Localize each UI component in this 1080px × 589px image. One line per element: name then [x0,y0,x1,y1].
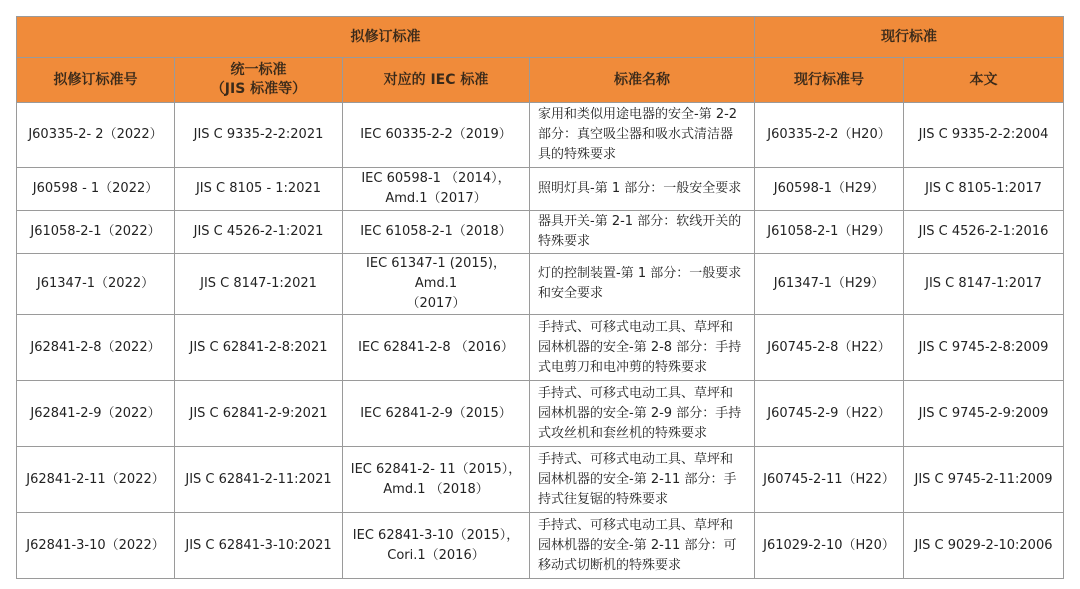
group-header-current: 现行标准 [755,17,1064,58]
standard-name-cell [530,254,755,315]
table-row [17,254,1064,315]
current-standard-no-cell: J60598-1（H29） [755,168,904,211]
current-standard-no-cell: J60745-2-11（H22） [755,447,904,513]
standard-name-cell [530,103,755,168]
header-current-no [755,58,904,103]
table-row [17,315,1064,381]
standard-name-line: 手持式、可移式电动工具、草坪和 [538,517,734,533]
iec-standard-cell [343,513,530,579]
iec-standard-line: IEC 60598-1 （2014）， [361,171,511,186]
standard-name-line: 园林机器的安全-第 2-8 部分：手持 [538,339,742,355]
iec-standard-line: IEC 61058-2-1（2018） [360,224,512,239]
group-header-draft: 拟修订标准 [17,17,755,58]
table-row [17,447,1064,513]
draft-standard-no-cell: J62841-2-9（2022） [17,381,175,447]
standard-name-line: 具的特殊要求 [538,147,617,162]
standard-name-cell [530,513,755,579]
standard-name-line: 家用和类似用途电器的安全-第 2-2 [538,107,738,122]
body-text-cell: JIS C 8147-1:2017 [904,254,1064,315]
iec-standard-cell [343,447,530,513]
iec-standard-line: IEC 60335-2-2（2019） [360,127,512,142]
header-unified-standard-line: 统一标准 [230,62,287,78]
standard-name-line: 灯的控制装置-第 1 部分：一般要求 [538,266,742,281]
header-body [904,58,1064,103]
header-iec-standard-line: 对应的 IEC 标准 [383,71,489,88]
iec-standard-line: IEC 62841-2- 11（2015）， [350,461,522,477]
iec-standard-cell [343,168,530,211]
iec-standard-line: IEC 62841-3-10（2015）， [352,527,520,543]
standard-name-line: 和安全要求 [538,286,604,301]
standard-name-line: 园林机器的安全-第 2-11 部分：手 [538,471,737,487]
standard-name-cell [530,168,755,211]
iec-standard-cell [343,381,530,447]
standard-name-cell [530,447,755,513]
table-row [17,513,1064,579]
iec-standard-line: Amd.1 （2018） [383,481,489,497]
table-row [17,211,1064,254]
standard-name-line: 手持式、可移式电动工具、草坪和 [538,451,734,467]
table-row [17,381,1064,447]
header-draft-no [17,58,175,103]
standard-name-line: 移动式切断机的特殊要求 [538,557,682,573]
table-row [17,103,1064,168]
header-current-no-line: 现行标准号 [794,71,864,88]
draft-standard-no-cell: J60598 - 1（2022） [17,168,175,211]
unified-jis-standard-cell: JIS C 9335-2-2:2021 [175,103,343,168]
iec-standard-cell [343,211,530,254]
standard-name-line: 手持式、可移式电动工具、草坪和 [538,319,734,335]
standard-name-line: 手持式、可移式电动工具、草坪和 [538,385,734,401]
header-standard-name-line: 标准名称 [614,71,670,88]
unified-jis-standard-cell: JIS C 62841-3-10:2021 [175,513,343,579]
unified-jis-standard-cell: JIS C 62841-2-11:2021 [175,447,343,513]
draft-standard-no-cell: J62841-2-8（2022） [17,315,175,381]
header-iec-standard [343,58,530,103]
iec-standard-line: （2017） [406,296,466,311]
current-standard-no-cell: J61029-2-10（H20） [755,513,904,579]
draft-standard-no-cell: J62841-2-11（2022） [17,447,175,513]
header-unified-standard-line: （JIS 标准等） [210,81,307,97]
standard-name-line: 照明灯具-第 1 部分：一般安全要求 [538,181,742,196]
body-text-cell: JIS C 8105-1:2017 [904,168,1064,211]
current-standard-no-cell: J60335-2-2（H20） [755,103,904,168]
draft-standard-no-cell: J61347-1（2022） [17,254,175,315]
iec-standard-line: IEC 61347-1 (2015)，Amd.1 [366,256,506,291]
unified-jis-standard-cell: JIS C 62841-2-8:2021 [175,315,343,381]
iec-standard-cell [343,315,530,381]
standard-name-cell [530,315,755,381]
unified-jis-standard-cell: JIS C 8105 - 1:2021 [175,168,343,211]
iec-standard-line: IEC 62841-2-9（2015） [360,405,512,421]
standard-name-line: 部分：真空吸尘器和吸水式清洁器 [538,127,734,142]
current-standard-no-cell: J61058-2-1（H29） [755,211,904,254]
standard-name-line: 式攻丝机和套丝机的特殊要求 [538,425,708,441]
body-text-cell: JIS C 4526-2-1:2016 [904,211,1064,254]
standard-name-cell [530,381,755,447]
standard-name-line: 式电剪刀和电冲剪的特殊要求 [538,359,708,375]
current-standard-no-cell: J60745-2-8（H22） [755,315,904,381]
body-text-cell: JIS C 9745-2-9:2009 [904,381,1064,447]
current-standard-no-cell: J61347-1（H29） [755,254,904,315]
unified-jis-standard-cell: JIS C 8147-1:2021 [175,254,343,315]
unified-jis-standard-cell: JIS C 62841-2-9:2021 [175,381,343,447]
header-draft-no-line: 拟修订标准号 [53,71,138,88]
current-standard-no-cell: J60745-2-9（H22） [755,381,904,447]
iec-standard-cell [343,103,530,168]
body-text-cell: JIS C 9335-2-2:2004 [904,103,1064,168]
unified-jis-standard-cell: JIS C 4526-2-1:2021 [175,211,343,254]
table-row [17,168,1064,211]
iec-standard-line: Cori.1（2016） [387,547,485,563]
standard-name-cell [530,211,755,254]
standard-name-line: 持式往复锯的特殊要求 [538,491,669,507]
iec-standard-cell [343,254,530,315]
body-text-cell: JIS C 9029-2-10:2006 [904,513,1064,579]
body-text-cell: JIS C 9745-2-8:2009 [904,315,1064,381]
header-standard-name [530,58,755,103]
draft-standard-no-cell: J62841-3-10（2022） [17,513,175,579]
iec-standard-line: Amd.1（2017） [385,191,487,206]
standard-name-line: 园林机器的安全-第 2-9 部分：手持 [538,405,742,421]
draft-standard-no-cell: J61058-2-1（2022） [17,211,175,254]
standards-table [16,16,1064,579]
header-unified-standard [175,58,343,103]
standard-name-line: 园林机器的安全-第 2-11 部分：可 [538,537,737,553]
draft-standard-no-cell: J60335-2- 2（2022） [17,103,175,168]
standard-name-line: 特殊要求 [538,234,591,249]
iec-standard-line: IEC 62841-2-8 （2016） [358,339,514,355]
header-body-line: 本文 [969,71,998,88]
body-text-cell: JIS C 9745-2-11:2009 [904,447,1064,513]
standard-name-line: 器具开关-第 2-1 部分：软线开关的 [538,214,742,229]
